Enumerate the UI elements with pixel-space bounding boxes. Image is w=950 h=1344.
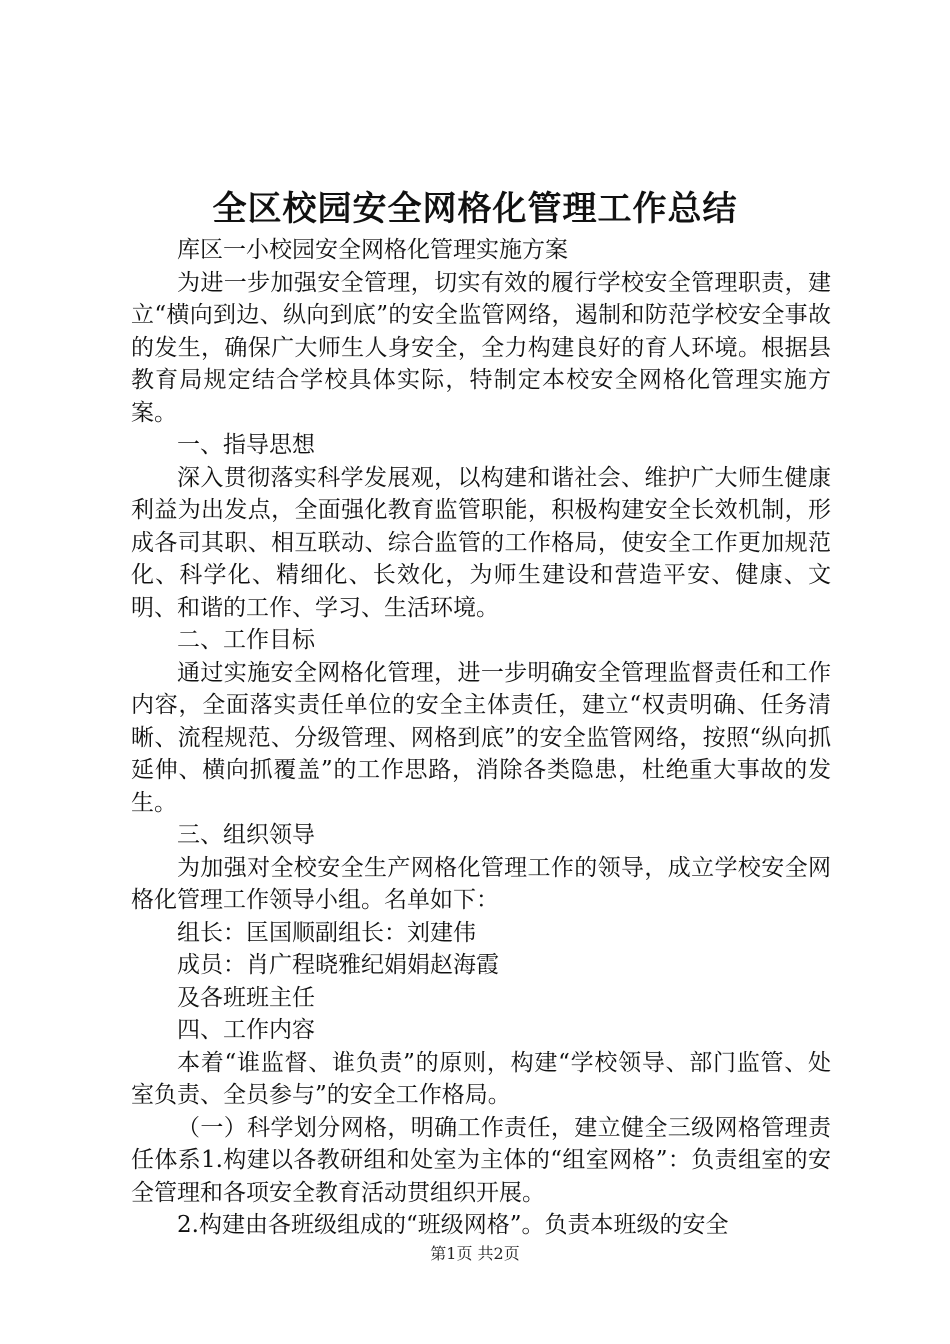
paragraph-guiding-thought: 深入贯彻落实科学发展观，以构建和谐社会、维护广大师生健康利益为出发点，全面强化教育监管职能，积极构建安全长效机制，形成各司其职、相互联动、综合监管的工作格局，使安全工作更加规范化、科学化、精细化、长效化，为师生建设和营造平安、健康、文明、和谐的工作、学习、生活环境。 (131, 464, 831, 621)
paragraph-intro: 为进一步加强安全管理，切实有效的履行学校安全管理职责，建立“横向到边、纵向到底”的安全监管网络，遏制和防范学校安全事故的发生，确保广大师生人身安全，全力构建良好的育人环境。根据县教育局规定结合学校具体实际，特制定本校安全网格化管理实施方案。 (131, 269, 831, 426)
heading-work-content: 四、工作内容 (177, 1017, 315, 1043)
page-footer: 第1页 共2页 (430, 1244, 520, 1263)
paragraph-organization: 为加强对全校安全生产网格化管理工作的领导，成立学校安全网格化管理工作领导小组。名单如下： (131, 854, 831, 913)
paragraph-grid-division: （一）科学划分网格，明确工作责任，建立健全三级网格管理责任体系1.构建以各教研组和处室为主体的“组室网格”：负责组室的安全管理和各项安全教育活动贯组织开展。 (131, 1114, 831, 1206)
paragraph-leaders: 组长：匡国顺副组长：刘建伟 (177, 919, 476, 946)
heading-work-goal: 二、工作目标 (177, 627, 315, 653)
heading-organization: 三、组织领导 (177, 822, 315, 848)
paragraph-subtitle: 库区一小校园安全网格化管理实施方案 (177, 237, 568, 263)
document-title: 全区校园安全网格化管理工作总结 (212, 189, 738, 229)
paragraph-work-content: 本着“谁监督、谁负责”的原则，构建“学校领导、部门监管、处室负责、全员参与”的安全工作格局。 (131, 1049, 831, 1108)
heading-guiding-thought: 一、指导思想 (177, 432, 315, 458)
paragraph-class-teachers: 及各班班主任 (177, 984, 315, 1011)
document-body (131, 234, 831, 1242)
paragraph-work-goal: 通过实施安全网格化管理，进一步明确安全管理监督责任和工作内容，全面落实责任单位的安全主体责任，建立“权责明确、任务清晰、流程规范、分级管理、网格到底”的安全监管网络，按照“纵向抓延伸、横向抓覆盖”的工作思路，消除各类隐患，杜绝重大事故的发生。 (131, 659, 831, 816)
paragraph-class-grid: 2.构建由各班级组成的“班级网格”。负责本班级的安全 (177, 1212, 729, 1238)
paragraph-members: 成员：肖广程晓雅纪娟娟赵海霞 (177, 952, 499, 978)
